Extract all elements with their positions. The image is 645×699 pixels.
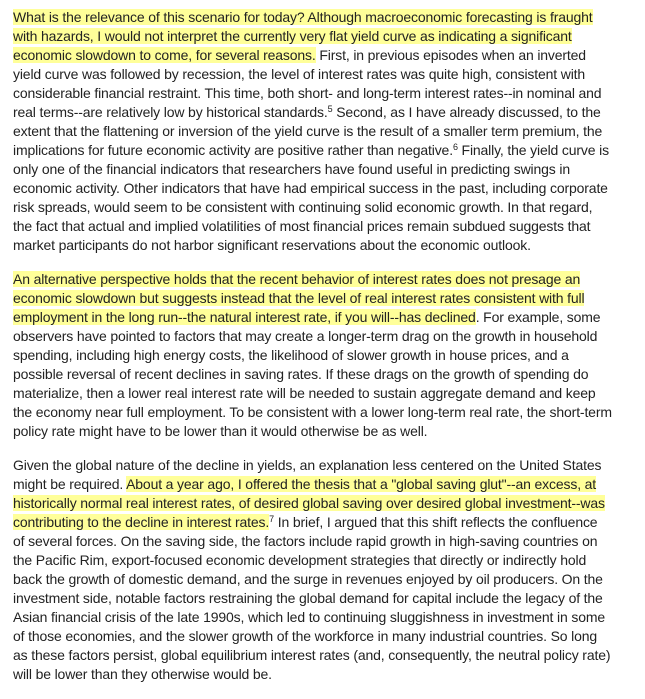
- footnote-ref-5[interactable]: 5: [327, 104, 333, 114]
- document-body: [13, 8, 643, 699]
- paragraph-1: [13, 8, 643, 255]
- text-line: [13, 179, 643, 198]
- text-line: [13, 551, 643, 570]
- body-text: of several forces. On the saving side, the factors include rapid growth in high-saving countries on: [13, 533, 598, 549]
- text-line: [13, 46, 643, 65]
- text-line: [13, 346, 643, 365]
- text-line: [13, 627, 643, 646]
- text-line: [13, 103, 643, 122]
- body-text: extent that the flattening or inversion of the yield curve is the result of a smaller term premium, the: [13, 123, 603, 139]
- text-line: [13, 236, 643, 255]
- body-text: the Pacific Rim, export-focused economic development strategies that directly or indirectly hold: [13, 552, 587, 568]
- text-line: [13, 160, 643, 179]
- body-text: First, in previous episodes when an inverted: [315, 47, 586, 63]
- body-text: spending, including high energy costs, the likelihood of slower growth in house prices, and a: [13, 347, 569, 363]
- body-text: of those economies, and the slower growth of the workforce in many industrial countries. So long: [13, 628, 598, 644]
- text-line: [13, 84, 643, 103]
- body-text: real terms--are relatively low by historical standards.: [13, 104, 328, 120]
- body-text: policy rate might have to be lower than it would otherwise be as well.: [13, 423, 428, 439]
- highlighted-text: with hazards, I would not interpret the currently very flat yield curve as indicating a significant: [13, 28, 572, 44]
- highlighted-text: economic slowdown to come, for several reasons.: [13, 47, 316, 63]
- highlighted-text: About a year ago, I offered the thesis that a "global saving glut"--an excess, at: [126, 476, 597, 492]
- text-line: [13, 456, 643, 475]
- text-line: [13, 141, 643, 160]
- body-text: economic activity. Other indicators that have had empirical success in the past, including corporate: [13, 180, 608, 196]
- body-text: only one of the financial indicators that researchers have found useful in predicting swings in: [13, 161, 570, 177]
- body-text: back the growth of domestic demand, and the surge in revenues enjoyed by oil producers. On the: [13, 571, 603, 587]
- body-text: possible reversal of recent declines in saving rates. If these drags on the growth of spending do: [13, 366, 589, 382]
- body-text: considerable financial restraint. This time, both short- and long-term interest rates--in nominal and: [13, 85, 602, 101]
- body-text: . For example, some: [475, 309, 601, 325]
- body-text: In brief, I argued that this shift reflects the confluence: [274, 514, 598, 530]
- text-line: [13, 27, 643, 46]
- highlighted-text: contributing to the decline in interest rates.: [13, 514, 270, 530]
- body-text: the fact that actual and implied volatilities of most financial prices remain subdued suggests that: [13, 218, 591, 234]
- body-text: investment side, notable factors restraining the global demand for capital include the legacy of the: [13, 590, 603, 606]
- text-line: [13, 570, 643, 589]
- body-text: will be lower than they otherwise would be.: [13, 666, 272, 682]
- body-text: risk spreads, would seem to be consistent with continuing solid economic growth. In that regard,: [13, 199, 593, 215]
- body-text: materialize, then a lower real interest rate will be needed to sustain aggregate demand and keep: [13, 385, 596, 401]
- body-text: might be required.: [13, 476, 127, 492]
- text-line: [13, 646, 643, 665]
- text-line: [13, 122, 643, 141]
- paragraph-2: [13, 270, 643, 441]
- text-line: [13, 217, 643, 236]
- text-line: [13, 384, 643, 403]
- text-line: [13, 608, 643, 627]
- text-line: [13, 475, 643, 494]
- text-line: [13, 8, 643, 27]
- body-text: Finally, the yield curve is: [457, 142, 609, 158]
- highlighted-text: employment in the long run--the natural interest rate, if you will--has declined: [13, 309, 476, 325]
- footnote-ref-6[interactable]: 6: [452, 142, 458, 152]
- highlighted-text: What is the relevance of this scenario for today? Although macroeconomic forecasting is fraught: [13, 9, 593, 25]
- paragraph-3: [13, 456, 643, 684]
- text-line: [13, 513, 643, 532]
- text-line: [13, 403, 643, 422]
- text-line: [13, 289, 643, 308]
- body-text: implications for future economic activity are positive rather than negative.: [13, 142, 453, 158]
- body-text: Given the global nature of the decline in yields, an explanation less centered on the United States: [13, 457, 602, 473]
- text-line: [13, 589, 643, 608]
- text-line: [13, 494, 643, 513]
- highlighted-text: An alternative perspective holds that the recent behavior of interest rates does not presage an: [13, 271, 581, 287]
- body-text: yield curve was followed by recession, the level of interest rates was quite high, consistent with: [13, 66, 586, 82]
- body-text: market participants do not harbor significant reservations about the economic outlook.: [13, 237, 531, 253]
- footnote-ref-7[interactable]: 7: [269, 514, 274, 524]
- text-line: [13, 532, 643, 551]
- text-line: [13, 65, 643, 84]
- body-text: as these factors persist, global equilibrium interest rates (and, consequently, the neutral policy rate): [13, 647, 611, 663]
- body-text: observers have pointed to factors that may create a longer-term drag on the growth in household: [13, 328, 598, 344]
- body-text: the economy near full employment. To be consistent with a lower long-term real rate, the short-term: [13, 404, 612, 420]
- text-line: [13, 198, 643, 217]
- text-line: [13, 327, 643, 346]
- text-line: [13, 665, 643, 684]
- text-line: [13, 308, 643, 327]
- body-text: Second, as I have already discussed, to the: [332, 104, 601, 120]
- text-line: [13, 365, 643, 384]
- text-line: [13, 422, 643, 441]
- text-line: [13, 270, 643, 289]
- highlighted-text: historically normal real interest rates, of desired global saving over desired global investment--was: [13, 495, 605, 511]
- highlighted-text: economic slowdown but suggests instead that the level of real interest rates consistent with full: [13, 290, 585, 306]
- body-text: Asian financial crisis of the late 1990s, which led to continuing sluggishness in investment in some: [13, 609, 605, 625]
